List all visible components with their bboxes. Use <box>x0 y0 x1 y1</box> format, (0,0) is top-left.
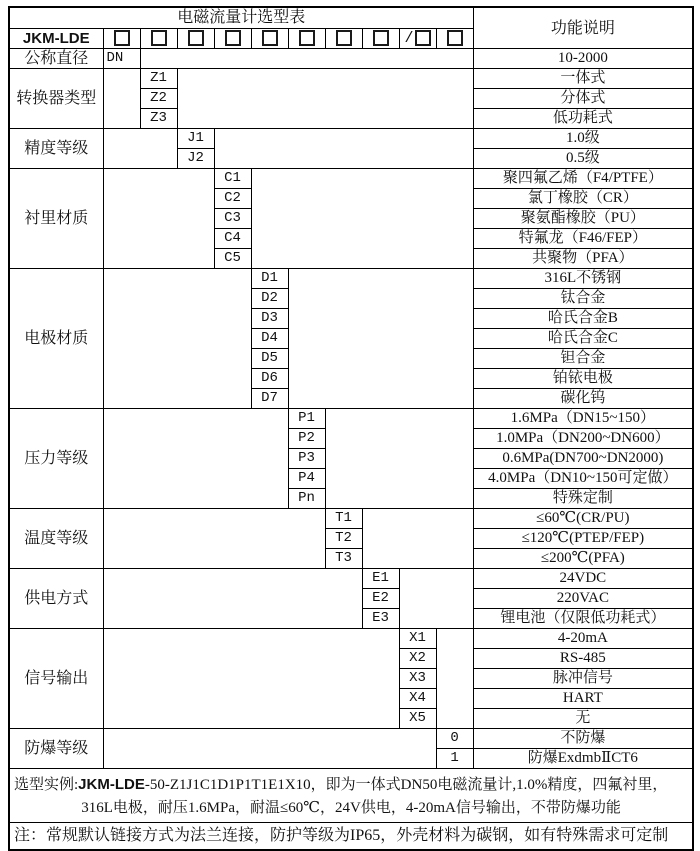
desc-cell: 10-2000 <box>473 49 693 69</box>
model-checkbox-cell[interactable] <box>288 29 325 49</box>
option-checkbox-icon[interactable] <box>225 30 241 46</box>
desc-cell: 哈氏合金B <box>473 309 693 329</box>
code-cell: D3 <box>251 309 288 329</box>
code-cell: D1 <box>251 269 288 289</box>
desc-cell: 碳化钨 <box>473 389 693 409</box>
desc-cell: 4.0MPa（DN10~150可定做） <box>473 469 693 489</box>
code-cell: T3 <box>325 549 362 569</box>
table-row <box>9 729 693 749</box>
empty-right-cell <box>362 509 473 569</box>
code-cell: Z1 <box>140 69 177 89</box>
example-row <box>9 769 693 823</box>
model-checkbox-cell[interactable] <box>251 29 288 49</box>
code-cell: P1 <box>288 409 325 429</box>
code-cell: E1 <box>362 569 399 589</box>
note-text: 注：常规默认链接方式为法兰连接，防护等级为IP65，外壳材料为碳钢，如有特殊需求可定制 <box>9 823 693 851</box>
desc-cell: 0.5级 <box>473 149 693 169</box>
code-cell: 0 <box>436 729 473 749</box>
code-cell: T1 <box>325 509 362 529</box>
code-cell: P3 <box>288 449 325 469</box>
title-row <box>9 7 693 29</box>
group-label: 供电方式 <box>9 569 103 629</box>
option-checkbox-icon[interactable] <box>336 30 352 46</box>
flowmeter-selection-table <box>8 6 694 851</box>
model-checkbox-cell[interactable] <box>399 29 436 49</box>
model-checkbox-cell[interactable] <box>362 29 399 49</box>
empty-left-cell <box>103 729 436 769</box>
empty-left-cell <box>103 569 362 629</box>
table-row <box>9 409 693 429</box>
desc-cell: 氯丁橡胶（CR） <box>473 189 693 209</box>
desc-cell: 铂铱电极 <box>473 369 693 389</box>
option-checkbox-icon[interactable] <box>262 30 278 46</box>
empty-left-cell <box>103 69 140 129</box>
desc-cell: 0.6MPa(DN700~DN2000) <box>473 449 693 469</box>
empty-right-cell <box>325 409 473 509</box>
code-cell: J2 <box>177 149 214 169</box>
group-label: 防爆等级 <box>9 729 103 769</box>
option-checkbox-icon[interactable] <box>415 30 431 46</box>
code-cell: P4 <box>288 469 325 489</box>
desc-cell: HART <box>473 689 693 709</box>
model-checkbox-cell[interactable] <box>140 29 177 49</box>
note-row <box>9 823 693 851</box>
desc-cell: 1.6MPa（DN15~150） <box>473 409 693 429</box>
desc-cell: 防爆ExdmbⅡCT6 <box>473 749 693 769</box>
table-row <box>9 569 693 589</box>
code-cell: DN <box>103 49 140 69</box>
empty-left-cell <box>103 629 399 729</box>
function-description-header: 功能说明 <box>473 7 693 49</box>
code-cell: Pn <box>288 489 325 509</box>
desc-cell: 特氟龙（F46/FEP） <box>473 229 693 249</box>
code-cell: D5 <box>251 349 288 369</box>
code-cell: E3 <box>362 609 399 629</box>
empty-left-cell <box>103 129 177 169</box>
desc-cell: 特殊定制 <box>473 489 693 509</box>
desc-cell: RS-485 <box>473 649 693 669</box>
desc-cell: 分体式 <box>473 89 693 109</box>
desc-cell: 220VAC <box>473 589 693 609</box>
code-cell: D6 <box>251 369 288 389</box>
desc-cell: 4-20mA <box>473 629 693 649</box>
code-cell: Z2 <box>140 89 177 109</box>
code-cell: C1 <box>214 169 251 189</box>
code-cell: E2 <box>362 589 399 609</box>
option-checkbox-icon[interactable] <box>373 30 389 46</box>
group-label: 转换器类型 <box>9 69 103 129</box>
desc-cell: 哈氏合金C <box>473 329 693 349</box>
model-prefix-label: JKM-LDE <box>9 29 103 49</box>
desc-cell: 脉冲信号 <box>473 669 693 689</box>
model-checkbox-cell[interactable] <box>325 29 362 49</box>
code-cell: X5 <box>399 709 436 729</box>
code-cell: P2 <box>288 429 325 449</box>
group-label: 压力等级 <box>9 409 103 509</box>
model-checkbox-cell[interactable] <box>436 29 473 49</box>
table-row <box>9 629 693 649</box>
empty-right-cell <box>177 69 473 129</box>
desc-cell: 钛合金 <box>473 289 693 309</box>
code-cell: D4 <box>251 329 288 349</box>
desc-cell: ≤120℃(PTEP/FEP) <box>473 529 693 549</box>
code-cell: X1 <box>399 629 436 649</box>
page-title: 电磁流量计选型表 <box>9 7 473 29</box>
table-row <box>9 269 693 289</box>
empty-right-cell <box>140 49 473 69</box>
empty-right-cell <box>214 129 473 169</box>
code-cell: C5 <box>214 249 251 269</box>
option-checkbox-icon[interactable] <box>151 30 167 46</box>
code-cell: J1 <box>177 129 214 149</box>
desc-cell: ≤60℃(CR/PU) <box>473 509 693 529</box>
desc-cell: 聚氨酯橡胶（PU） <box>473 209 693 229</box>
option-checkbox-icon[interactable] <box>299 30 315 46</box>
example-line2: 316L电极，耐压1.6MPa，耐温≤60℃，24V供电，4-20mA信号输出，不带防爆功能 <box>81 800 621 816</box>
table-row <box>9 169 693 189</box>
code-cell: Z3 <box>140 109 177 129</box>
code-cell: X2 <box>399 649 436 669</box>
code-cell: C3 <box>214 209 251 229</box>
desc-cell: 24VDC <box>473 569 693 589</box>
group-label: 衬里材质 <box>9 169 103 269</box>
code-cell: D7 <box>251 389 288 409</box>
option-checkbox-icon[interactable] <box>447 30 463 46</box>
option-checkbox-icon[interactable] <box>188 30 204 46</box>
selection-example-text <box>9 769 693 823</box>
example-model-code: JKM-LDE <box>78 776 145 793</box>
group-label: 公称直径 <box>9 49 103 69</box>
desc-cell: 聚四氟乙烯（F4/PTFE） <box>473 169 693 189</box>
table-row <box>9 69 693 89</box>
desc-cell: 锂电池（仅限低功耗式） <box>473 609 693 629</box>
desc-cell: 不防爆 <box>473 729 693 749</box>
desc-cell: 1.0级 <box>473 129 693 149</box>
desc-cell: 钽合金 <box>473 349 693 369</box>
empty-left-cell <box>103 169 214 269</box>
slash-separator: / <box>404 30 414 47</box>
option-checkbox-icon[interactable] <box>114 30 130 46</box>
desc-cell: 1.0MPa（DN200~DN600） <box>473 429 693 449</box>
example-rest: -50-Z1J1C1D1P1T1E1X10，即为一体式DN50电磁流量计,1.0%精度，四氟衬里， <box>144 777 668 793</box>
table-row <box>9 509 693 529</box>
desc-cell: 一体式 <box>473 69 693 89</box>
code-cell: X3 <box>399 669 436 689</box>
desc-cell: 无 <box>473 709 693 729</box>
group-label: 精度等级 <box>9 129 103 169</box>
group-label: 温度等级 <box>9 509 103 569</box>
model-checkbox-cell[interactable] <box>177 29 214 49</box>
empty-right-cell <box>399 569 473 629</box>
code-cell: C2 <box>214 189 251 209</box>
code-cell: T2 <box>325 529 362 549</box>
code-cell: X4 <box>399 689 436 709</box>
desc-cell: 共聚物（PFA） <box>473 249 693 269</box>
example-prefix: 选型实例: <box>14 777 79 793</box>
table-row <box>9 49 693 69</box>
empty-left-cell <box>103 509 325 569</box>
group-label: 信号输出 <box>9 629 103 729</box>
code-cell: D2 <box>251 289 288 309</box>
empty-right-cell <box>436 629 473 729</box>
empty-right-cell <box>288 269 473 409</box>
group-label: 电极材质 <box>9 269 103 409</box>
model-checkbox-cell[interactable] <box>214 29 251 49</box>
desc-cell: 低功耗式 <box>473 109 693 129</box>
empty-right-cell <box>251 169 473 269</box>
empty-left-cell <box>103 269 251 409</box>
selection-table-wrapper <box>8 6 694 851</box>
desc-cell: ≤200℃(PFA) <box>473 549 693 569</box>
desc-cell: 316L不锈钢 <box>473 269 693 289</box>
code-cell: 1 <box>436 749 473 769</box>
empty-left-cell <box>103 409 288 509</box>
model-checkbox-cell[interactable] <box>103 29 140 49</box>
table-row <box>9 129 693 149</box>
code-cell: C4 <box>214 229 251 249</box>
